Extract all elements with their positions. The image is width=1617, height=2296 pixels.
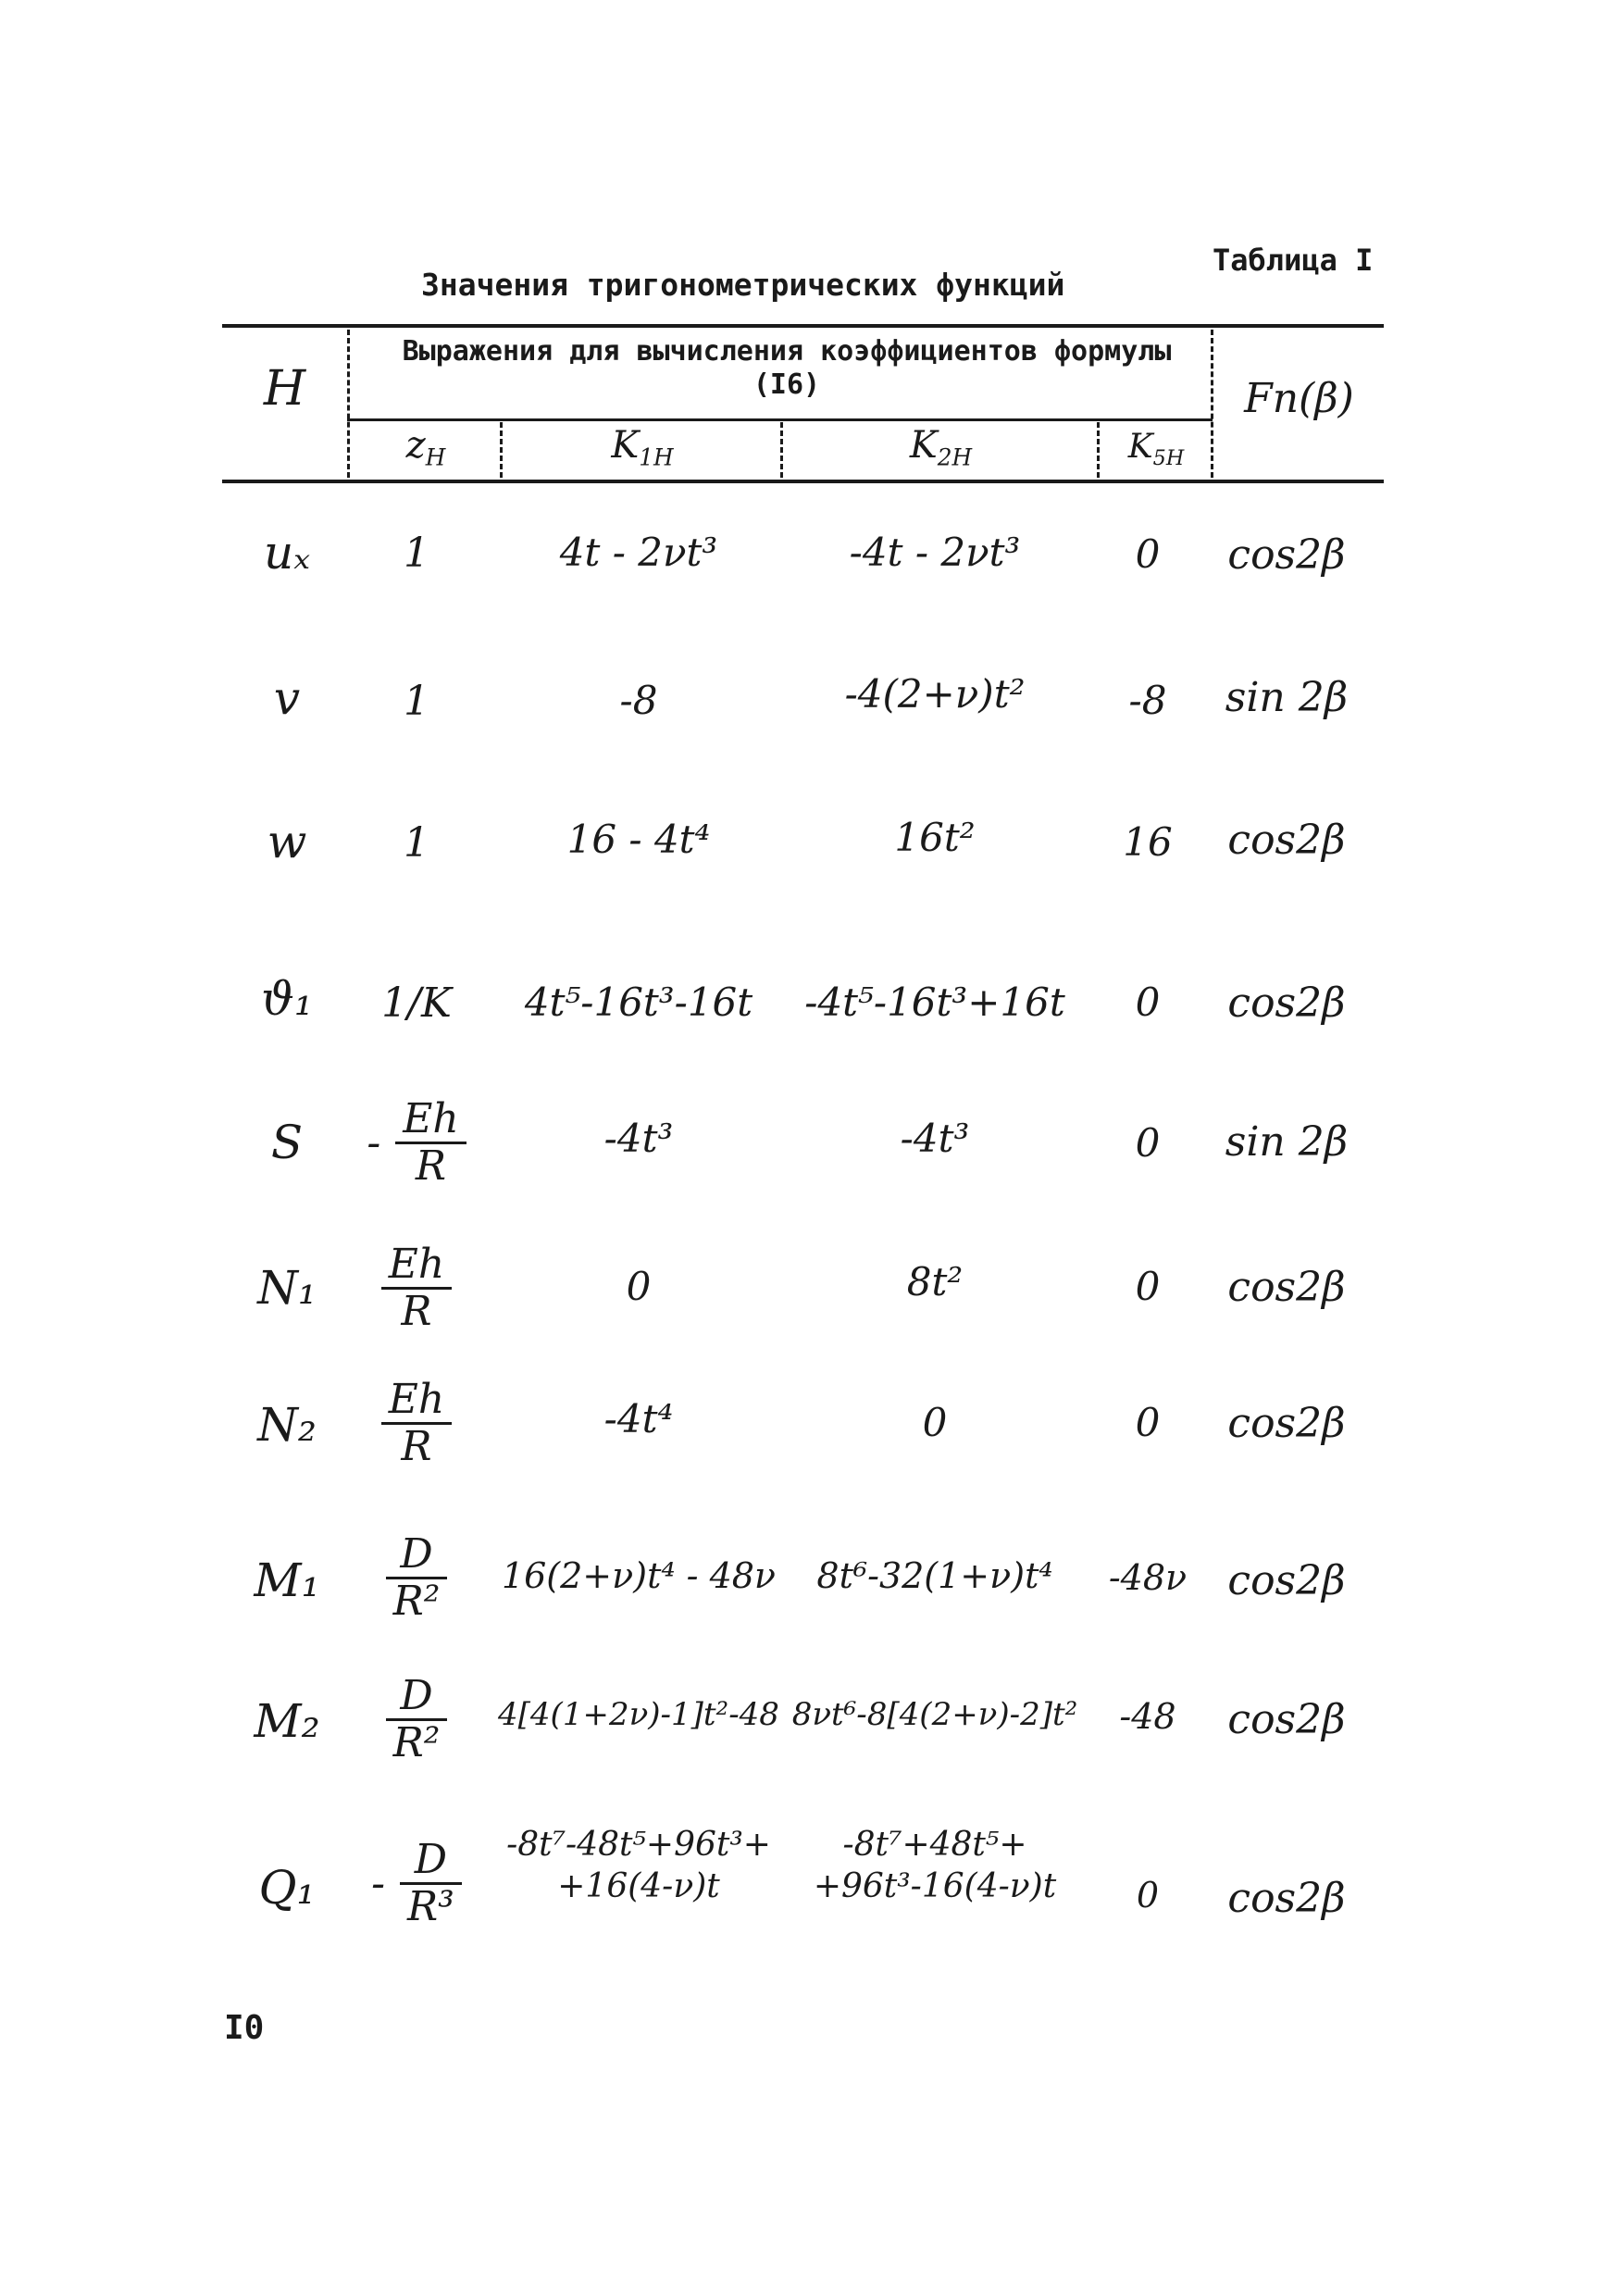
row-m1-coef-fraction xyxy=(386,1532,448,1625)
row-w-k2: 16t² xyxy=(894,815,976,860)
row-q1-k1 xyxy=(486,1824,791,1907)
row-m2-coef-fraction xyxy=(386,1674,448,1766)
header-z-symbol: z xyxy=(405,424,426,467)
row-n1-k5: 0 xyxy=(1135,1264,1161,1309)
row-q1-k5: 0 xyxy=(1136,1875,1160,1915)
row-s-coef xyxy=(347,1097,486,1190)
row-q1-k2-line2: +96t³-16(4-ν)t xyxy=(813,1867,1057,1905)
row-m1-coef-num: D xyxy=(386,1532,448,1579)
divider-h-col xyxy=(347,330,350,478)
header-z xyxy=(352,424,500,471)
row-n1-coef xyxy=(347,1242,486,1335)
header-k2-symbol: K xyxy=(909,424,938,467)
row-ux-k1: 4t - 2νt³ xyxy=(559,530,718,575)
row-v-h: v xyxy=(273,671,301,725)
row-s-coef-sign: - xyxy=(367,1119,381,1167)
header-k1 xyxy=(504,424,780,471)
row-q1-k1-line1: -8t⁷-48t⁵+96t³+ xyxy=(506,1826,771,1864)
row-v-k1: -8 xyxy=(619,678,658,723)
row-m2-k2: 8νt⁶-8[4(2+ν)-2]t² xyxy=(791,1696,1078,1733)
row-q1-k2-line1: -8t⁷+48t⁵+ xyxy=(842,1826,1027,1864)
row-theta1-k1: 4t⁵-16t³-16t xyxy=(524,980,753,1025)
row-ux-fn: cos2β xyxy=(1227,531,1346,579)
row-m2-coef-den: R² xyxy=(392,1719,441,1767)
row-n2-coef-fraction xyxy=(381,1378,452,1470)
row-n2-k1: -4t⁴ xyxy=(603,1396,674,1441)
row-q1-k1-line2: +16(4-ν)t xyxy=(557,1867,720,1905)
row-v-fn: sin 2β xyxy=(1225,674,1349,721)
row-v-k2: -4(2+ν)t² xyxy=(844,671,1026,717)
header-k5-symbol: K xyxy=(1127,428,1153,466)
row-v-k5: -8 xyxy=(1128,678,1167,723)
row-n1-k2: 8t² xyxy=(906,1259,964,1304)
row-n2-fn: cos2β xyxy=(1227,1400,1346,1447)
divider-z-col xyxy=(500,422,503,478)
row-ux-coef: 1 xyxy=(404,530,429,577)
row-n2-coef-den: R xyxy=(401,1423,432,1471)
row-n1-k1: 0 xyxy=(626,1264,652,1309)
row-q1-k2 xyxy=(777,1824,1092,1907)
row-w-fn: cos2β xyxy=(1227,817,1346,864)
row-q1-h: Q₁ xyxy=(258,1861,316,1915)
table-top-rule xyxy=(222,324,1384,328)
row-m1-k2: 8t⁶-32(1+ν)t⁴ xyxy=(816,1555,1053,1596)
row-m2-coef-num: D xyxy=(386,1674,448,1721)
row-m1-h: M₁ xyxy=(254,1554,320,1607)
row-q1-coef-num: D xyxy=(400,1838,462,1885)
row-s-h: S xyxy=(270,1116,304,1169)
row-m2-k5: -48 xyxy=(1119,1696,1176,1737)
row-v-coef: 1 xyxy=(404,678,429,725)
row-w-k5: 16 xyxy=(1123,819,1173,865)
header-z-sub: H xyxy=(425,443,446,471)
divider-k1-col xyxy=(780,422,783,478)
row-q1-fn: cos2β xyxy=(1227,1875,1346,1922)
row-n2-k5: 0 xyxy=(1135,1400,1161,1445)
row-n1-coef-fraction xyxy=(381,1242,452,1335)
header-group: Выражения для вычисления коэффициентов формулы (I6) xyxy=(402,335,1172,401)
row-s-coef-den: R xyxy=(415,1142,446,1191)
header-k5-sub: 5H xyxy=(1152,445,1185,470)
row-m2-k1: 4[4(1+2ν)-1]t²-48 xyxy=(498,1696,779,1733)
row-n2-coef-num: Eh xyxy=(381,1378,452,1425)
row-m1-k1: 16(2+ν)t⁴ - 48ν xyxy=(501,1555,777,1596)
row-n1-coef-num: Eh xyxy=(381,1242,452,1290)
row-n1-h: N₁ xyxy=(257,1261,317,1315)
row-m1-coef-den: R² xyxy=(392,1578,441,1626)
row-w-h: w xyxy=(267,815,307,868)
header-k1-sub: 1H xyxy=(639,443,674,471)
row-theta1-h: ϑ₁ xyxy=(261,972,313,1026)
row-theta1-k5: 0 xyxy=(1135,980,1161,1025)
group-header-rule xyxy=(347,418,1213,421)
row-theta1-coef: 1/K xyxy=(381,980,452,1027)
row-q1-coef xyxy=(347,1838,486,1930)
table-title: Значения тригонометрических функций xyxy=(421,267,1065,303)
row-q1-coef-fraction xyxy=(400,1838,462,1930)
header-k2 xyxy=(785,424,1097,471)
row-s-fn: sin 2β xyxy=(1225,1118,1349,1166)
row-n2-h: N₂ xyxy=(257,1398,317,1452)
row-w-coef: 1 xyxy=(404,819,429,867)
header-h: H xyxy=(263,361,306,417)
row-ux-h: uₓ xyxy=(264,526,310,580)
row-ux-k5: 0 xyxy=(1135,531,1161,577)
row-m1-k5: -48ν xyxy=(1108,1557,1188,1598)
row-s-coef-num: Eh xyxy=(395,1097,466,1144)
row-s-k5: 0 xyxy=(1135,1120,1161,1166)
header-k1-symbol: K xyxy=(611,424,640,467)
row-n2-k2: 0 xyxy=(922,1400,948,1445)
row-q1-coef-sign: - xyxy=(371,1860,386,1908)
divider-k2-col xyxy=(1097,422,1100,478)
header-bottom-rule xyxy=(222,480,1384,483)
header-fn: Fn(β) xyxy=(1244,375,1354,422)
row-q1-coef-den: R³ xyxy=(407,1883,454,1931)
row-n1-coef-den: R xyxy=(401,1288,432,1336)
row-n2-coef xyxy=(347,1378,486,1470)
row-s-k1: -4t³ xyxy=(603,1116,674,1161)
page-number: I0 xyxy=(224,2009,265,2047)
row-n1-fn: cos2β xyxy=(1227,1264,1346,1311)
row-m2-fn: cos2β xyxy=(1227,1696,1346,1743)
row-s-coef-fraction xyxy=(395,1097,466,1190)
row-theta1-fn: cos2β xyxy=(1227,980,1346,1027)
row-m1-fn: cos2β xyxy=(1227,1557,1346,1604)
row-m2-coef xyxy=(347,1674,486,1766)
row-ux-k2: -4t - 2νt³ xyxy=(849,530,1021,575)
row-w-k1: 16 - 4t⁴ xyxy=(566,817,711,862)
row-theta1-k2: -4t⁵-16t³+16t xyxy=(804,980,1065,1025)
row-m1-coef xyxy=(347,1532,486,1625)
row-m2-h: M₂ xyxy=(254,1694,320,1748)
row-s-k2: -4t³ xyxy=(900,1116,970,1161)
table-label: Таблица I xyxy=(1213,243,1374,278)
header-k5 xyxy=(1101,428,1211,470)
header-k2-sub: 2H xyxy=(937,443,973,471)
